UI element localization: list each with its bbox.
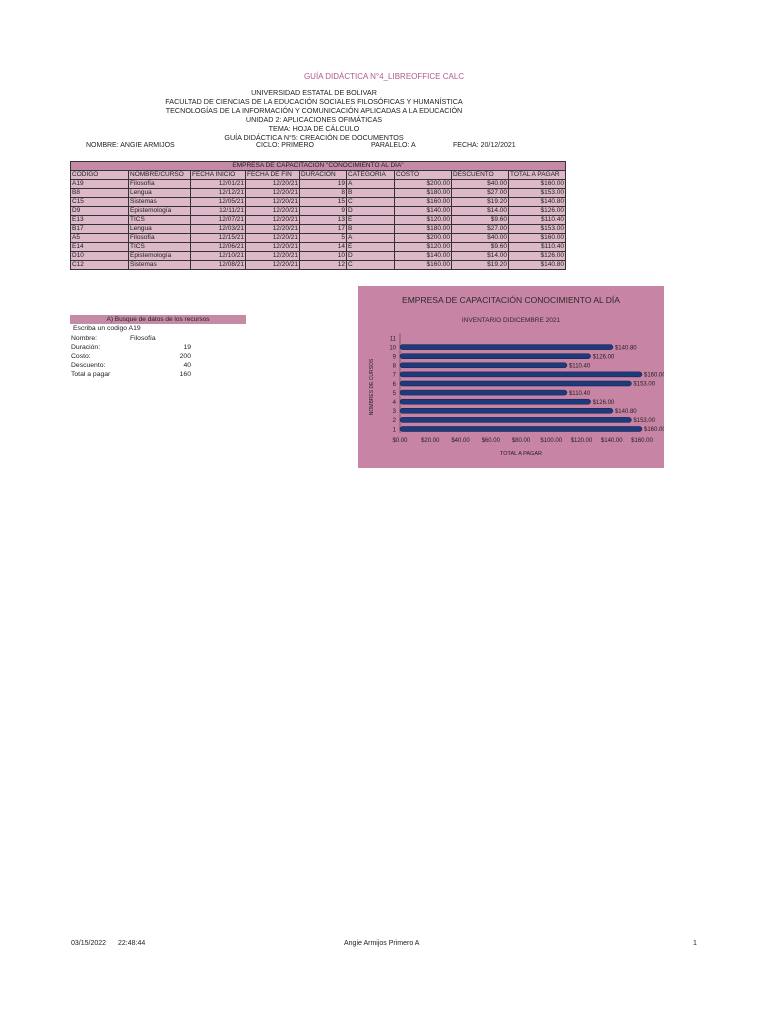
table-cell: $19.20	[452, 261, 509, 270]
col-header-categoria: CATEGORIA	[347, 171, 395, 180]
table-cell: 12	[300, 261, 347, 270]
bar-data-label: $160.00	[644, 427, 664, 434]
table-cell: $160.00	[509, 180, 566, 189]
y-tick-label: 9	[392, 354, 396, 361]
table-cell: $110.40	[509, 243, 566, 252]
y-tick-label: 1	[392, 427, 396, 434]
table-cell: 12/20/21	[246, 234, 300, 243]
table-cell: B	[347, 225, 395, 234]
table-row	[71, 252, 566, 261]
lookup-label: Descuento:	[71, 362, 106, 369]
table-cell: 12/20/21	[246, 243, 300, 252]
table-cell: $14.00	[452, 207, 509, 216]
table-cell: 12/12/21	[191, 189, 246, 198]
table-cell: $160.00	[509, 234, 566, 243]
bar	[400, 399, 591, 404]
lookup-results	[71, 334, 193, 379]
bar	[400, 408, 613, 413]
table-cell: D	[347, 252, 395, 261]
table-cell: 19	[300, 180, 347, 189]
document-title: GUÍA DIDÁCTICA N°4_LIBREOFFICE CALC	[303, 72, 465, 81]
courses-table	[70, 161, 566, 270]
table-row	[71, 207, 566, 216]
table-cell: $200.00	[395, 180, 452, 189]
lookup-value: 40	[183, 362, 191, 369]
table-cell: D10	[71, 252, 129, 261]
table-row	[71, 225, 566, 234]
meta-cycle: CICLO: PRIMERO	[256, 142, 314, 149]
table-row	[71, 234, 566, 243]
table-cell: 12/10/21	[191, 252, 246, 261]
lookup-prompt: Escriba un codigo A19	[73, 325, 141, 332]
table-cell: E	[347, 216, 395, 225]
bar-chart	[358, 286, 664, 468]
table-cell: C15	[71, 198, 129, 207]
table-cell: 13	[300, 216, 347, 225]
table-cell: Lengua	[129, 225, 191, 234]
x-tick-label: $20.00	[421, 438, 440, 444]
table-cell: 10	[300, 252, 347, 261]
bar	[400, 354, 591, 359]
x-tick-label: $80.00	[511, 438, 531, 444]
lookup-value: 19	[183, 344, 191, 351]
table-cell: $9.60	[452, 216, 509, 225]
col-header-total: TOTAL A PAGAR	[509, 171, 566, 180]
bar	[400, 363, 567, 368]
table-row	[71, 261, 566, 270]
table-cell: $200.00	[395, 234, 452, 243]
table-cell: C	[347, 261, 395, 270]
table-cell: Epistemología	[129, 207, 191, 216]
header-line-subject: TECNOLOGÍAS DE LA INFORMACIÓN Y COMUNICACIÓN APLICADAS A LA EDUCACIÓN	[165, 106, 463, 115]
table-cell: 12/20/21	[246, 189, 300, 198]
lookup-label: Total a pagar	[71, 371, 111, 378]
table-header-row	[71, 171, 566, 180]
lookup-row	[71, 352, 193, 361]
table-cell: Sistemas	[129, 198, 191, 207]
lookup-label: Duración:	[71, 344, 101, 351]
table-cell: $153.00	[509, 189, 566, 198]
y-tick-label: 11	[389, 336, 396, 343]
table-cell: $9.60	[452, 243, 509, 252]
col-header-duracion: DURACIÓN	[300, 171, 347, 180]
table-cell: 12/20/21	[246, 252, 300, 261]
table-cell: 12/06/21	[191, 243, 246, 252]
x-tick-label: $120.00	[570, 438, 593, 444]
bar	[400, 390, 567, 395]
table-cell: $27.00	[452, 189, 509, 198]
table-cell: C12	[71, 261, 129, 270]
table-cell: $40.00	[452, 180, 509, 189]
table-cell: $180.00	[395, 225, 452, 234]
table-cell: 12/20/21	[246, 225, 300, 234]
table-cell: Epistemología	[129, 252, 191, 261]
table-cell: $160.00	[395, 261, 452, 270]
bar-data-label: $126.00	[592, 354, 615, 361]
x-tick-label: $140.00	[600, 438, 623, 444]
bar-data-label: $153.00	[633, 381, 656, 388]
table-cell: A5	[71, 234, 129, 243]
table-cell: Lengua	[129, 189, 191, 198]
header-line-university: UNIVERSIDAD ESTATAL DE BOLIVAR	[251, 88, 377, 97]
footer-date: 03/15/2022	[71, 940, 107, 947]
meta-parallel: PARALELO: A	[371, 142, 416, 149]
bar-data-label: $160.00	[644, 372, 664, 379]
table-row	[71, 180, 566, 189]
bar-data-label: $140.80	[614, 345, 637, 352]
meta-name: NOMBRE: ANGIE ARMIJOS	[86, 142, 175, 149]
table-cell: 12/15/21	[191, 234, 246, 243]
table-cell: A	[347, 234, 395, 243]
table-cell: $153.00	[509, 225, 566, 234]
table-cell: B17	[71, 225, 129, 234]
table-cell: A19	[71, 180, 129, 189]
table-cell: B8	[71, 189, 129, 198]
bar-data-label: $126.00	[592, 399, 615, 406]
col-header-costo: COSTO	[395, 171, 452, 180]
table-cell: 12/11/21	[191, 207, 246, 216]
x-tick-label: $100.00	[540, 438, 563, 444]
chart-panel	[358, 286, 664, 468]
table-cell: B	[347, 189, 395, 198]
bar-data-label: $110.40	[568, 390, 591, 397]
table-cell: A	[347, 180, 395, 189]
table-cell: E	[347, 243, 395, 252]
table-cell: 14	[300, 243, 347, 252]
table-cell: $19.20	[452, 198, 509, 207]
bar	[400, 417, 631, 422]
lookup-row	[71, 361, 193, 370]
header-line-faculty: FACULTAD DE CIENCIAS DE LA EDUCACIÓN SOCIALES FILOSÓFICAS Y HUMANÍSTICA	[165, 97, 463, 106]
table-cell: $14.00	[452, 252, 509, 261]
table-cell: 12/03/21	[191, 225, 246, 234]
x-tick-label: $60.00	[481, 438, 500, 444]
chart-subtitle: INVENTARIO DIDICEMBRE 2021	[461, 317, 561, 324]
col-header-fecha-inicio: FECHA INICIO	[191, 171, 246, 180]
bar	[400, 345, 613, 350]
col-header-descuento: DESCUENTO	[452, 171, 509, 180]
table-cell: Filosofía	[129, 234, 191, 243]
x-tick-label: $0.00	[392, 438, 408, 444]
table-cell: 12/20/21	[246, 180, 300, 189]
x-tick-label: $40.00	[451, 438, 470, 444]
lookup-label: Nombre:	[71, 335, 98, 342]
table-cell: D9	[71, 207, 129, 216]
table-cell: $27.00	[452, 225, 509, 234]
lookup-title: A) Busque de datos de los recursos	[70, 315, 246, 324]
table-cell: 12/05/21	[191, 198, 246, 207]
table-cell: $120.00	[395, 216, 452, 225]
table-cell: 12/08/21	[191, 261, 246, 270]
table-cell: 9	[300, 207, 347, 216]
bar	[400, 427, 642, 432]
table-row	[71, 189, 566, 198]
table-cell: $180.00	[395, 189, 452, 198]
col-header-codigo: CODIGO	[71, 171, 129, 180]
lookup-value: Filosofía	[130, 335, 156, 342]
footer-time: 22:48:44	[118, 940, 146, 947]
bar-data-label: $140.80	[614, 409, 637, 415]
table-cell: 17	[300, 225, 347, 234]
table-cell: $140.00	[395, 252, 452, 261]
col-header-nombre: NOMBRE/CURSO	[129, 171, 191, 180]
chart-title: EMPRESA DE CAPACITACIÓN CONOCIMIENTO AL DÍA	[402, 295, 620, 305]
header-line-guide: GUÍA DIDÁCTICA N°5: CREACIÓN DE DOCUMENTOS	[224, 133, 404, 142]
table-caption: EMPRESA DE CAPACITACIÓN "CONOCIMIENTO AL DÍA"	[71, 162, 566, 171]
table-cell: 12/20/21	[246, 261, 300, 270]
lookup-row	[71, 343, 193, 352]
table-cell: $110.40	[509, 216, 566, 225]
lookup-value: 200	[179, 353, 191, 360]
table-cell: E13	[71, 216, 129, 225]
footer-author: Angie Armijos Primero A	[344, 940, 420, 947]
table-row	[71, 198, 566, 207]
header-line-topic: TEMA: HOJA DE CÁLCULO	[268, 124, 360, 133]
y-tick-label: 3	[392, 409, 396, 416]
y-tick-label: 6	[392, 381, 396, 388]
lookup-row	[71, 334, 193, 343]
table-cell: TICS	[129, 243, 191, 252]
bar-data-label: $110.40	[568, 363, 591, 370]
table-cell: C	[347, 198, 395, 207]
table-row	[71, 216, 566, 225]
table-row	[71, 243, 566, 252]
table-cell: $140.80	[509, 198, 566, 207]
table-cell: 8	[300, 189, 347, 198]
table-cell: 15	[300, 198, 347, 207]
table-cell: $40.00	[452, 234, 509, 243]
table-cell: E14	[71, 243, 129, 252]
y-tick-label: 2	[392, 418, 396, 425]
table-cell: $160.00	[395, 198, 452, 207]
lookup-label: Costo:	[71, 353, 91, 360]
y-tick-label: 4	[392, 400, 396, 406]
table-cell: TICS	[129, 216, 191, 225]
table-cell: 12/01/21	[191, 180, 246, 189]
bar	[400, 381, 631, 386]
table-cell: $120.00	[395, 243, 452, 252]
col-header-fecha-fin: FECHA DE FIN	[246, 171, 300, 180]
table-cell: $126.00	[509, 207, 566, 216]
header-line-unit: UNIDAD 2: APLICACIONES OFIMÁTICAS	[245, 115, 383, 124]
lookup-row	[71, 370, 193, 379]
y-tick-label: 5	[392, 390, 396, 397]
x-tick-label: $160.00	[631, 438, 653, 444]
y-tick-label: 10	[389, 345, 396, 352]
table-cell: Sistemas	[129, 261, 191, 270]
y-tick-label: 7	[392, 372, 396, 379]
table-cell: Filosofía	[129, 180, 191, 189]
table-cell: $140.80	[509, 261, 566, 270]
bar	[400, 372, 642, 377]
meta-date: FECHA: 20/12/2021	[453, 142, 516, 149]
footer-page-number: 1	[693, 940, 697, 947]
y-tick-label: 8	[392, 363, 396, 370]
bar-data-label: $153.00	[633, 418, 656, 425]
table-cell: 12/07/21	[191, 216, 246, 225]
table-cell: $140.00	[395, 207, 452, 216]
table-cell: 12/20/21	[246, 198, 300, 207]
x-axis-label: TOTAL A PAGAR	[500, 451, 542, 457]
table-cell: 5	[300, 234, 347, 243]
table-cell: 12/20/21	[246, 216, 300, 225]
table-cell: D	[347, 207, 395, 216]
y-axis-label: NOMBRES DE CURSOS	[369, 358, 375, 416]
lookup-value: 160	[179, 371, 191, 378]
table-cell: $126.00	[509, 252, 566, 261]
table-cell: 12/20/21	[246, 207, 300, 216]
